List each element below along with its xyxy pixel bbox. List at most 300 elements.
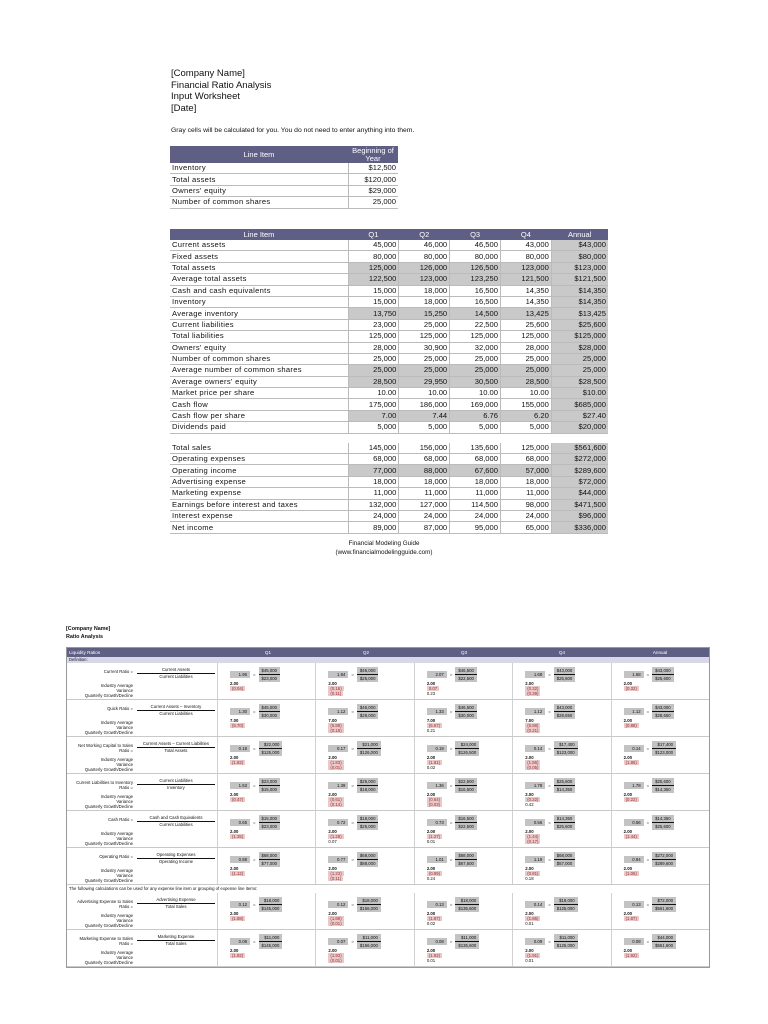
variance [230,797,245,802]
ratio-calc [328,741,380,756]
cell-q3[interactable]: 46,500 [450,240,501,251]
cell-q1[interactable]: 10.00 [348,388,399,399]
ratio-calc [624,704,674,719]
industry-average[interactable]: 2.00 [328,911,337,916]
cell-q1[interactable]: 24,000 [348,510,399,521]
cell-q4[interactable]: 10.00 [500,388,551,399]
industry-average[interactable]: 2.00 [328,948,337,953]
industry-average[interactable]: 2.00 [328,866,337,871]
fraction-top: $18,000 [554,897,578,905]
industry-average[interactable]: 2.00 [230,792,239,797]
fraction-bottom: $77,000 [259,860,281,867]
ratio-result: 0.08 [427,938,447,945]
expense-note: The following calculations can be used for any expense line item or grouping of expense line items: [69,886,258,891]
cell-q3[interactable]: 135,600 [450,443,501,454]
ratio-block [67,737,709,774]
fraction-top: $45,000 [259,667,281,675]
cell-q2[interactable]: 25,000 [399,319,450,330]
industry-average[interactable]: 2.00 [426,755,436,760]
cell-q4[interactable]: 14,350 [500,285,551,296]
ratio-header [66,626,110,641]
growth-decline: 0.02 [426,921,436,926]
footer-link[interactable]: (www.financialmodelingguide.com) [335,548,433,556]
cell-q3[interactable]: 125,000 [450,331,501,342]
industry-average[interactable]: 2.00 [426,911,436,916]
cell-q2: 126,000 [399,262,450,273]
ratio-fraction [455,815,477,830]
cell-annual: $471,500 [551,499,608,510]
row-label: Average total assets [170,274,348,285]
fraction-bottom: $125,000 [554,942,578,949]
equals-sign: = [646,939,650,944]
industry-average[interactable]: 2.00 [623,755,632,760]
cell-q1[interactable]: 175,000 [348,399,399,410]
ratio-label-col [67,893,217,929]
formula-numerator: Current Assets – Inventory [137,704,215,711]
industry-average[interactable]: 2.00 [426,829,436,834]
row-label: Interest expense [170,510,348,521]
ratio-benchmarks [328,681,343,696]
row-label: Number of common shares [170,353,348,364]
industry-average[interactable]: 7.00 [230,718,239,723]
cell-q1[interactable]: 11,000 [348,488,399,499]
ratio-result: 0.73 [427,819,447,826]
cell-annual: $561,600 [551,443,608,454]
equals-sign: = [646,746,650,751]
cell-q3: 126,500 [450,262,501,273]
industry-average[interactable]: 2.00 [230,755,239,760]
ratio-value-col [414,663,512,699]
sub-label: Industry Average [100,950,133,955]
cell-q3: 25,000 [450,365,501,376]
industry-average[interactable]: 2.00 [525,829,534,834]
row-label: Current assets [170,240,348,251]
cell-q3[interactable]: 16,500 [450,296,501,307]
cell-q2[interactable]: 5,000 [399,422,450,433]
ratio-result: 2.07 [427,671,447,678]
ratio-benchmarks [525,948,540,963]
table-row [170,331,608,342]
industry-average[interactable]: 2.00 [328,755,337,760]
fraction-top: $17,400 [554,741,578,749]
ratio-result: 0.72 [328,819,348,826]
cell-q4[interactable]: 5,000 [500,422,551,433]
col-header: Annual [551,229,608,240]
cell-q1[interactable]: 28,000 [348,342,399,353]
footer-title: Financial Modeling Guide [348,540,420,547]
cell-q2[interactable]: 87,000 [399,522,450,533]
ratio-result: 0.08 [624,938,644,945]
equals-sign: = [548,709,551,714]
cell-q4[interactable]: 155,000 [500,399,551,410]
growth-decline: 0.24 [426,876,436,881]
cell-q3[interactable]: 22,500 [450,319,501,330]
cell-q3: 14,500 [450,308,501,319]
industry-average[interactable]: 2.00 [525,948,534,953]
cell-q1[interactable]: 25,000 [348,353,399,364]
industry-average[interactable]: 2.00 [230,866,239,871]
cell-q4[interactable]: 11,000 [500,488,551,499]
industry-average[interactable]: 2.00 [230,829,239,834]
ratio-benchmarks [427,755,442,770]
ratio-formula [137,852,215,864]
cell-q3[interactable]: 10.00 [450,388,501,399]
ratio-calc [624,934,676,949]
row-value[interactable]: $29,000 [348,185,398,196]
cell-q3[interactable]: 16,500 [450,285,501,296]
variance-value: (0.47) [232,797,244,802]
ratio-table-header [67,648,709,657]
ratio-sub-labels [85,720,133,735]
cell-q4[interactable]: 25,000 [500,353,551,364]
ratio-calc [525,667,575,682]
ratio-fraction [357,704,379,719]
variance-value: (0.32) [625,686,637,691]
cell-q2: 25,000 [399,365,450,376]
cell-q4: 123,000 [500,262,551,273]
variance [624,834,639,839]
cell-annual: $28,500 [551,376,608,387]
industry-average[interactable]: 2.00 [623,948,632,953]
cell-q1: 125,000 [348,262,399,273]
cell-annual: $121,500 [551,274,608,285]
variance [624,953,639,958]
fraction-bottom: $135,600 [455,905,479,912]
ratio-result: 0.12 [230,901,250,908]
fraction-bottom: $14,350 [554,786,576,793]
cell-q4[interactable]: 68,000 [500,454,551,465]
equals-sign: = [253,783,256,788]
ratio-formula [137,815,215,827]
ratio-benchmarks [624,681,639,691]
cell-q1: 13,750 [348,308,399,319]
variance-value: (5.88) [330,723,342,728]
cell-q4[interactable]: 98,000 [500,499,551,510]
cell-q2[interactable]: 18,000 [399,285,450,296]
industry-average[interactable]: 7.00 [525,718,534,723]
col-header: Q4 [500,229,551,240]
growth-decline: (0.01) [330,958,342,963]
cell-q1: 25,000 [348,365,399,376]
ratio-calc [624,741,676,756]
industry-average[interactable]: 2.00 [623,718,632,723]
ratio-formula [137,778,215,790]
cell-q3[interactable]: 68,000 [450,454,501,465]
equals-sign: = [449,820,453,825]
cell-q3[interactable]: 18,000 [450,476,501,487]
ratio-fraction [259,815,281,830]
cell-q2[interactable]: 127,000 [399,499,450,510]
ratio-sub-labels [85,831,133,846]
ratio-fraction [652,815,674,830]
industry-average[interactable]: 2.00 [525,755,534,760]
industry-average[interactable]: 2.00 [525,911,534,916]
cell-q3[interactable]: 95,000 [450,522,501,533]
ratio-calc [328,704,378,719]
cell-q4[interactable]: 65,000 [500,522,551,533]
formula-denominator: Inventory [167,785,185,790]
fraction-bottom: $156,000 [357,942,381,949]
fraction-top: $18,000 [455,897,479,905]
sub-label: Variance [116,725,133,730]
quarterly-input-table [170,229,608,534]
col-beginning-of-year: Beginning of Year [348,146,398,163]
industry-average[interactable]: 2.00 [328,681,337,686]
row-label: Total assets [170,262,348,273]
cell-q4: 57,000 [500,465,551,476]
cell-annual: $72,000 [551,476,608,487]
industry-average[interactable]: 2.00 [623,792,632,797]
cell-q1[interactable]: 145,000 [348,443,399,454]
cell-q3[interactable]: 11,000 [450,488,501,499]
ratio-value-col [512,930,610,966]
ratio-name: Marketing Expense to Sales Ratio = [79,936,133,946]
industry-average[interactable]: 2.00 [623,866,632,871]
doc-title: Financial Ratio Analysis [171,79,272,91]
cell-q3[interactable]: 5,000 [450,422,501,433]
cell-q2[interactable]: 186,000 [399,399,450,410]
formula-denominator: Total Sales [165,941,187,946]
cell-q4: 6.20 [500,410,551,421]
growth-decline: (0.01) [330,765,342,770]
industry-average[interactable]: 2.00 [426,792,436,797]
equals-sign: = [646,709,650,714]
ratio-fraction [554,667,576,682]
ratio-calc [624,815,674,830]
ratio-fraction [652,704,674,719]
ratio-benchmarks [328,866,343,881]
formula-denominator: Total Sales [165,904,187,909]
industry-average[interactable]: 2.00 [426,681,436,686]
cell-q3: 67,600 [450,465,501,476]
cell-q4[interactable]: 80,000 [500,251,551,262]
ratio-result: 1.53 [230,782,250,789]
fraction-top: $16,500 [455,815,477,823]
industry-average[interactable]: 7.00 [328,718,337,723]
variance-value: (0.81) [527,871,539,876]
ratio-benchmarks [525,755,540,770]
industry-average[interactable]: 2.00 [623,911,632,916]
ratio-calc [427,815,477,830]
industry-average[interactable]: 2.00 [230,911,239,916]
cell-q1[interactable]: 132,000 [348,499,399,510]
ratio-value-col [217,811,315,847]
table-row [170,499,608,510]
ratio-benchmarks [328,792,343,807]
ratio-result: 0.88 [230,856,250,863]
ratio-value-col [512,663,610,699]
ratio-calc [427,897,479,912]
cell-q2[interactable]: 125,000 [399,331,450,342]
cell-q2[interactable]: 10.00 [399,388,450,399]
cell-q1[interactable]: 125,000 [348,331,399,342]
ratio-fraction [455,852,477,867]
variance-value: (5.67) [428,723,441,728]
ratio-benchmarks [230,792,245,802]
cell-q1[interactable]: 89,000 [348,522,399,533]
ratio-value-col [611,663,709,699]
cell-q4[interactable]: 14,350 [500,296,551,307]
ratio-fraction [455,667,477,682]
variance [624,916,639,921]
cell-q2[interactable]: 80,000 [399,251,450,262]
cell-annual: 25,000 [551,365,608,376]
cell-q1[interactable]: 5,000 [348,422,399,433]
fraction-bottom: $125,000 [554,905,578,912]
fraction-top: $46,000 [357,704,379,712]
cell-q3: 123,250 [450,274,501,285]
formula-numerator: Marketing Expense [137,934,215,941]
ratio-col-header: Annual [652,650,668,655]
fraction-bottom: $30,000 [455,712,477,719]
ratio-result: 0.09 [525,938,545,945]
industry-average[interactable]: 2.00 [426,866,436,871]
fraction-bottom: $18,000 [357,786,379,793]
equals-sign: = [646,902,650,907]
ratio-col-header: Q1 [264,650,272,655]
cell-q4: 13,425 [500,308,551,319]
cell-q2[interactable]: 25,000 [399,353,450,364]
equals-sign: = [646,857,650,862]
cell-q3[interactable]: 80,000 [450,251,501,262]
industry-average[interactable]: 2.00 [328,792,337,797]
variance-value: (1.28) [330,834,342,839]
cell-q1[interactable]: 18,000 [348,476,399,487]
ratio-value-col [611,930,709,966]
cell-q3[interactable]: 25,000 [450,353,501,364]
cell-annual: $10.00 [551,388,608,399]
ratio-result: 0.19 [427,745,447,752]
cell-q3[interactable]: 24,000 [450,510,501,521]
cell-q4[interactable]: 125,000 [500,331,551,342]
cell-q1[interactable]: 45,000 [348,240,399,251]
row-value[interactable]: 25,000 [348,197,398,208]
ratio-value-col [217,663,315,699]
fraction-bottom: $156,000 [357,905,381,912]
cell-q2[interactable]: 68,000 [399,454,450,465]
industry-average[interactable]: 7.00 [426,718,436,723]
cell-annual: $28,000 [551,342,608,353]
industry-average[interactable]: 2.00 [426,948,436,953]
cell-q1[interactable]: 23,000 [348,319,399,330]
row-label: Current liabilities [170,319,348,330]
cell-q1[interactable]: 68,000 [348,454,399,465]
cell-q2[interactable]: 24,000 [399,510,450,521]
ratio-calc [328,667,378,682]
ratio-fraction [652,741,676,756]
ratio-value-col [611,737,709,773]
row-value[interactable]: $120,000 [348,174,398,185]
cell-q4[interactable]: 125,000 [500,443,551,454]
cell-q1: 28,500 [348,376,399,387]
cell-q1[interactable]: 15,000 [348,285,399,296]
industry-average[interactable]: 2.00 [328,829,337,834]
cell-q1[interactable]: 15,000 [348,296,399,307]
spacer-row [170,433,608,443]
ratio-value-col [414,737,512,773]
cell-q1[interactable]: 80,000 [348,251,399,262]
ratio-value-col [512,893,610,929]
variance [230,916,245,921]
row-label: Inventory [170,296,348,307]
cell-q2[interactable]: 18,000 [399,296,450,307]
cell-q4[interactable]: 28,000 [500,342,551,353]
fraction-bottom: $22,500 [455,823,477,830]
ratio-result: 1.12 [328,708,348,715]
cell-q4[interactable]: 24,000 [500,510,551,521]
row-label: Total assets [170,174,348,185]
ratio-fraction [455,704,477,719]
ratio-label-col [67,811,217,847]
ratio-value-col [315,811,413,847]
equals-sign: = [548,746,551,751]
cell-q2[interactable]: 46,000 [399,240,450,251]
table-row [170,308,608,319]
fraction-top: $14,350 [554,815,576,823]
cell-q3[interactable]: 169,000 [450,399,501,410]
fraction-top: $24,000 [455,741,479,749]
cell-q2[interactable]: 11,000 [399,488,450,499]
variance [624,760,639,765]
row-label: Operating expenses [170,454,348,465]
fraction-top: $11,000 [357,934,381,942]
industry-average[interactable]: 2.00 [230,948,239,953]
industry-average[interactable]: 2.00 [525,681,534,686]
ratio-fraction [259,704,281,719]
col-header: Q1 [348,229,399,240]
cell-q4[interactable]: 43,000 [500,240,551,251]
industry-average[interactable]: 2.00 [623,829,632,834]
ratio-calc [230,741,282,756]
ratio-benchmarks [230,755,245,765]
ratio-calc [525,704,575,719]
cell-q2[interactable]: 156,000 [399,443,450,454]
cell-q2[interactable]: 18,000 [399,476,450,487]
ratio-calc [525,934,577,949]
row-value[interactable]: $12,500 [348,163,398,174]
fraction-bottom: $23,000 [259,675,281,682]
ratio-benchmarks [427,829,442,844]
cell-q3[interactable]: 32,000 [450,342,501,353]
industry-average[interactable]: 2.00 [525,792,534,797]
row-label: Net income [170,522,348,533]
ratio-result: 1.78 [525,782,545,789]
industry-average[interactable]: 2.00 [623,681,632,686]
ratio-value-col [512,737,610,773]
cell-annual: $272,000 [551,454,608,465]
cell-q1: 7.00 [348,410,399,421]
cell-annual: $27.40 [551,410,608,421]
fraction-bottom: $126,000 [357,749,381,756]
ratio-value-col [217,848,315,884]
equals-sign: = [449,783,453,788]
ratio-value-col [315,737,413,773]
ratio-label-col [67,930,217,966]
ratio-calc [328,852,378,867]
industry-average[interactable]: 2.00 [230,681,239,686]
cell-q3[interactable]: 114,500 [450,499,501,510]
cell-q4[interactable]: 18,000 [500,476,551,487]
sub-label: Quarterly Growth/Decline [84,804,133,809]
ratio-fraction [554,778,576,793]
industry-average[interactable]: 2.00 [525,866,534,871]
fraction-top: $43,000 [652,704,674,712]
table-row [170,388,608,399]
variance [230,723,245,728]
table-row [170,410,608,421]
cell-q4[interactable]: 25,600 [500,319,551,330]
cell-q2[interactable]: 30,900 [399,342,450,353]
